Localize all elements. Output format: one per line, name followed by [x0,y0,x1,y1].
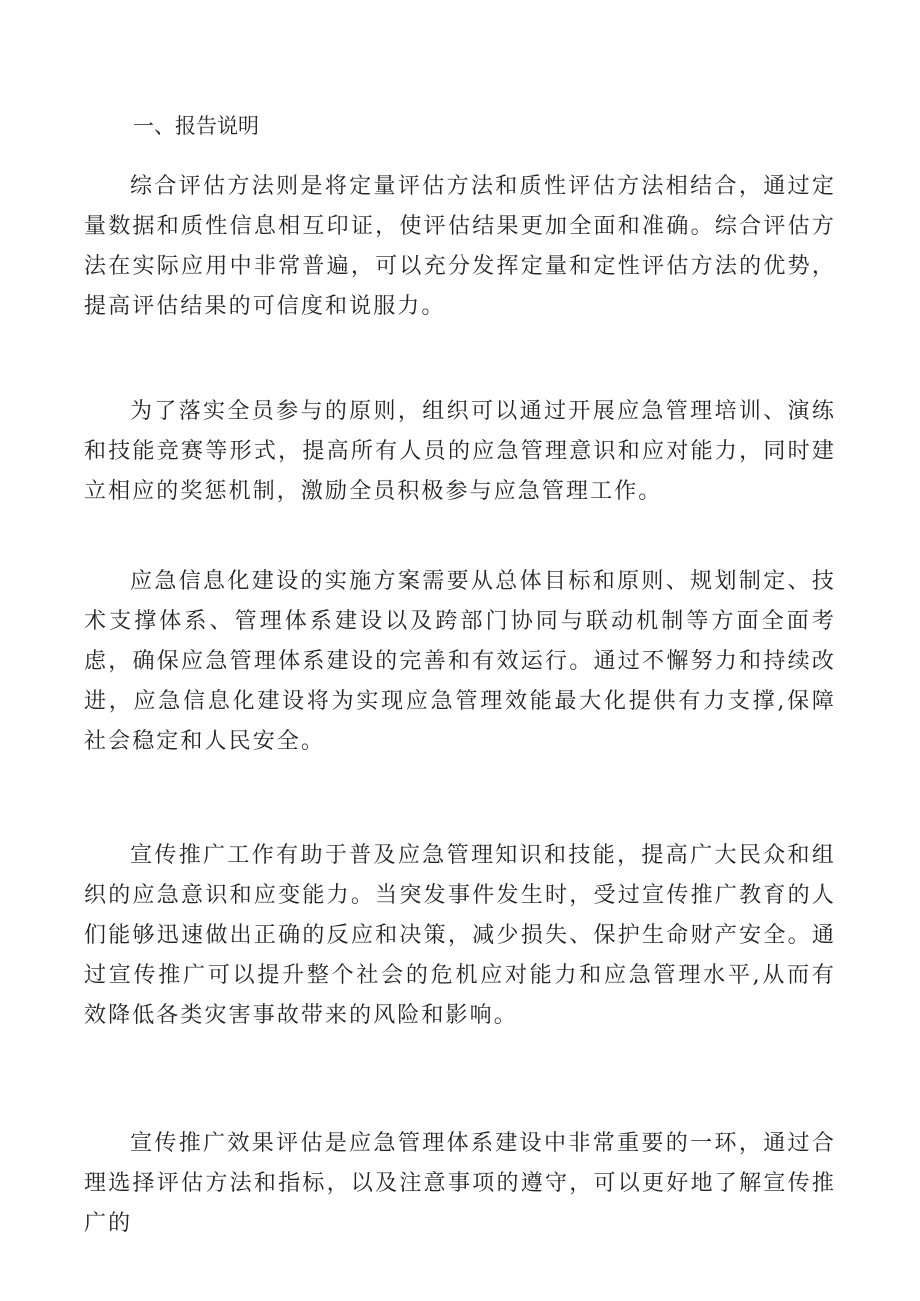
paragraph-full-participation: 为了落实全员参与的原则，组织可以通过开展应急管理培训、演练和技能竞赛等形式，提高所有人员的应急管理意识和应对能力，同时建立相应的奖惩机制，激励全员积极参与应急管理工作。 [84,399,836,504]
section-heading: 一、报告说明 [133,114,259,138]
paragraph-comprehensive-evaluation: 综合评估方法则是将定量评估方法和质性评估方法相结合，通过定量数据和质性信息相互印证，使评估结果更加全面和准确。综合评估方法在实际应用中非常普遍，可以充分发挥定量和定性评估方法的优势，提高评估结果的可信度和说服力。 [84,174,836,319]
paragraph-informatization-plan: 应急信息化建设的实施方案需要从总体目标和原则、规划制定、技术支撑体系、管理体系建设以及跨部门协同与联动机制等方面全面考虑，确保应急管理体系建设的完善和有效运行。通过不懈努力和持续改进，应急信息化建设将为实现应急管理效能最大化提供有力支撑,保障社会稳定和人民安全。 [84,569,836,754]
paragraph-publicity-promotion: 宣传推广工作有助于普及应急管理知识和技能，提高广大民众和组织的应急意识和应变能力。当突发事件发生时，受过宣传推广教育的人们能够迅速做出正确的反应和决策，减少损失、保护生命财产安全。通过宣传推广可以提升整个社会的危机应对能力和应急管理水平,从而有效降低各类灾害事故带来的风险和影响。 [84,843,836,1028]
paragraph-publicity-effect-evaluation: 宣传推广效果评估是应急管理体系建设中非常重要的一环，通过合理选择评估方法和指标，以及注意事项的遵守，可以更好地了解宣传推广的 [84,1131,836,1236]
